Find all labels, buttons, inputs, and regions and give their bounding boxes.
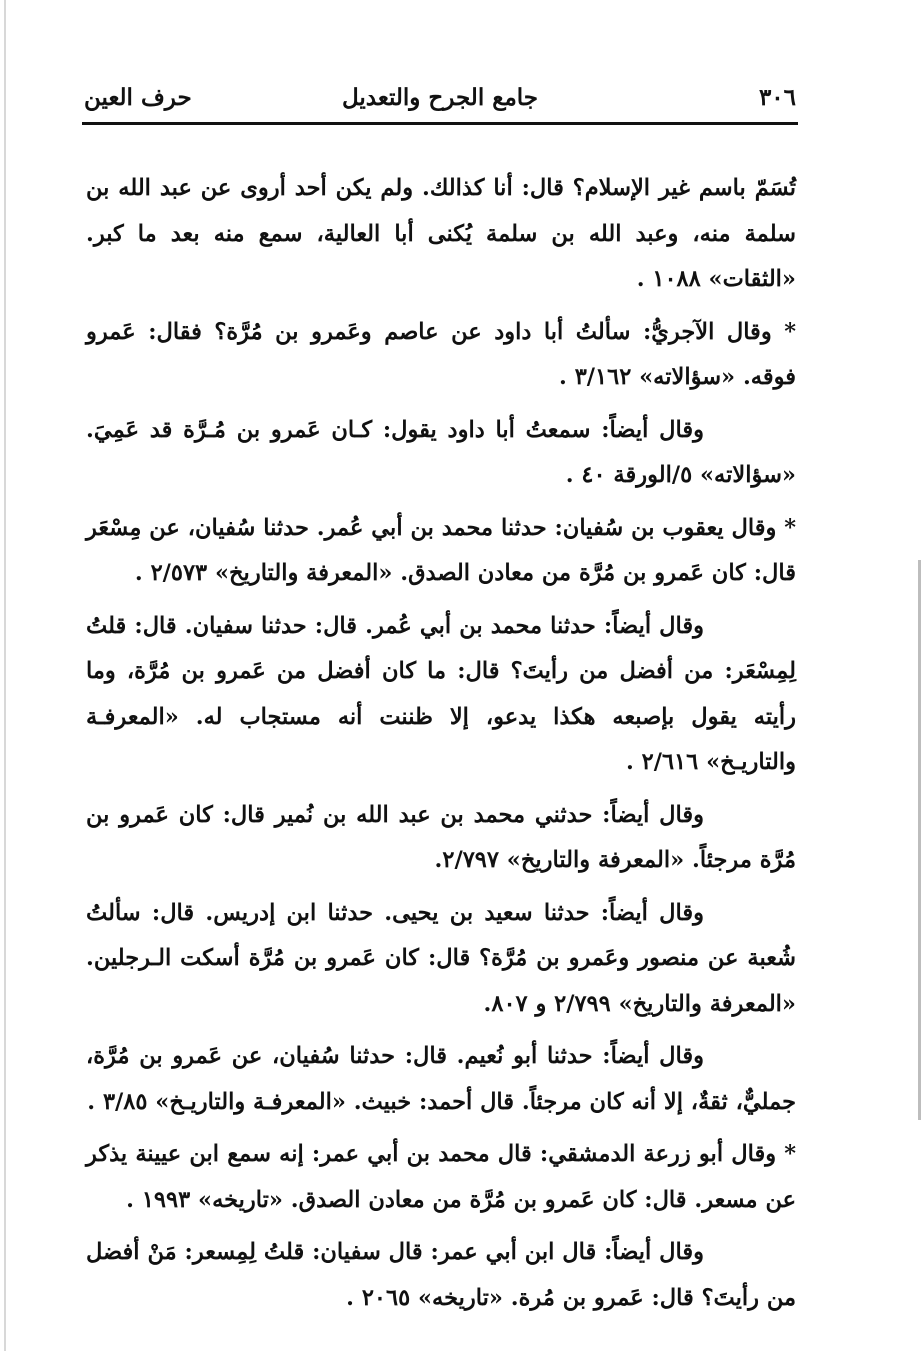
paragraph: * وقال أبو زرعة الدمشقي: قال محمد بن أبي عمر: إنه سمع ابن عيينة يذكر عن مسعر. قال: كان عَمرو بن مُرَّة من معادن الصدق. «تاريخه» ١٩٩٣ . (86, 1141, 796, 1213)
book-title: جامع الجرح والتعديل (341, 84, 539, 111)
paragraph: * وقال يعقوب بن سُفيان: حدثنا محمد بن أبي عُمر. حدثنا سُفيان، عن مِسْعَر قال: كان عَمرو بن مُرَّة من معادن الصدق. «المعرفة والتاريخ» ٢/٥٧٣ . (86, 514, 796, 586)
paragraph: وقال أيضاً: حدثنا سعيد بن يحيى. حدثنا ابن إدريس. قال: سألتُ شُعبة عن منصور وعَمرو بن مُرَّة؟ قال: كان عَمرو بن مُرَّة أسكت الـرجلين. «المعرفة والتاريخ» ٢/٧٩٩ و ٨٠٧. (86, 899, 796, 1017)
paragraph: وقال أيضاً: حدثنا محمد بن أبي عُمر. قال: حدثنا سفيان. قال: قلتُ لِمِسْعَر: من أفضل من رأيتَ؟ قال: ما كان أفضل من عَمرو بن مُرَّة، وما رأيته يقول بإصبعه هكذا يدعو، إلا ظننت أنه مستجاب له. «المعرفـة والتاريـخ» ٢/٦١٦ . (86, 612, 796, 775)
scan-edge-line (4, 0, 6, 1351)
paragraph: وقال أيضاً: قال ابن أبي عمر: قال سفيان: قلتُ لِمِسعر: مَنْ أفضل من رأيتَ؟ قال: عَمرو بن مُرة. «تاريخه» ٢٠٦٥ . (86, 1239, 796, 1311)
paragraph: تُسَمّ باسم غير الإسلام؟ قال: أنا كذالك. ولم يكن أحد أروى عن عبد الله بن سلمة منه، وعبد الله بن سلمة يُكنى أبا العالية، سمع منه بعد ما كبر. «الثقات» ١٠٨٨ . (86, 175, 796, 292)
page-header (84, 82, 796, 122)
page-body (86, 166, 796, 1328)
paragraph: وقال أيضاً: حدثني محمد بن عبد الله بن نُمير قال: كان عَمرو بن مُرَّة مرجئاً. «المعرفة والتاريخ» ٢/٧٩٧. (86, 801, 796, 873)
chapter-title: حرف العين (84, 84, 192, 111)
header-divider (82, 122, 798, 125)
paragraph: وقال أيضاً: سمعتُ أبا داود يقول: كـان عَمرو بن مُـرَّة قد عَمِيَ. «سؤالاته» ٥/الورقة ٤٠ . (86, 416, 796, 488)
page-number: ٣٠٦ (758, 84, 796, 111)
paragraph: * وقال الآجريُّ: سألتُ أبا داود عن عاصم وعَمرو بن مُرَّة؟ فقال: عَمرو فوقه. «سؤالاته» ٣/١٦٢ . (86, 318, 796, 390)
paragraph: وقال أيضاً: حدثنا أبو نُعيم. قال: حدثنا سُفيان، عن عَمرو بن مُرَّة، جمليٌّ، ثقةٌ، إلا أنه كان مرجئاً. قال أحمد: خبيث. «المعرفـة والتاريـخ» ٣/٨٥ . (86, 1043, 796, 1115)
